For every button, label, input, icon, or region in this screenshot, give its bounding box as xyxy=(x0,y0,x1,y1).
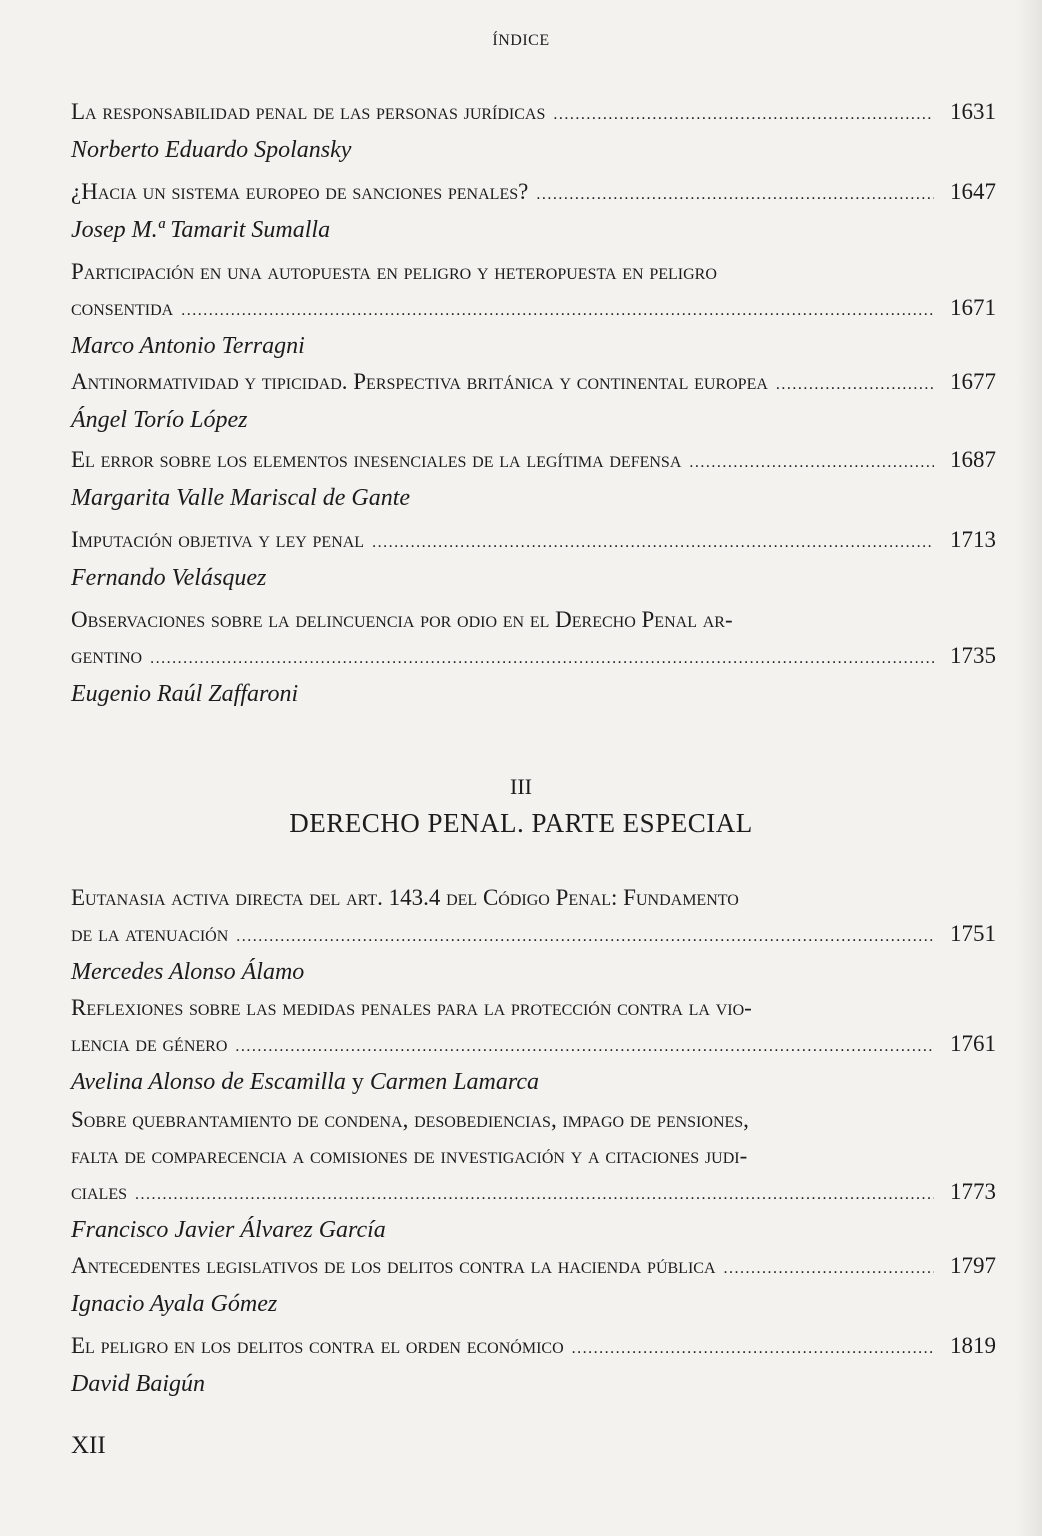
toc-entry[interactable] xyxy=(71,1248,996,1321)
leader-dots xyxy=(181,293,934,329)
page-number: 1751 xyxy=(950,921,996,946)
entry-title: Eutanasia activa directa del art. 143.4 del Código Penal: Fundamento xyxy=(71,885,739,910)
leader-dots xyxy=(776,367,934,403)
leader-dots xyxy=(536,177,934,213)
toc-entry[interactable] xyxy=(71,254,996,363)
toc-entry[interactable] xyxy=(71,602,996,711)
entry-author: Josep M.ª Tamarit Sumalla xyxy=(71,217,331,243)
page-folio: XII xyxy=(71,1432,106,1459)
entry-title-continuation: ciales xyxy=(71,1179,127,1204)
leader-dots xyxy=(572,1331,934,1367)
page-number: 1797 xyxy=(950,1253,996,1278)
entry-title: Sobre quebrantamiento de condena, desobediencias, impago de pensiones, xyxy=(71,1107,749,1132)
entry-title-line xyxy=(71,1138,996,1174)
entry-title-line xyxy=(71,1248,996,1287)
toc-entry[interactable] xyxy=(71,174,996,247)
entry-title-continuation: gentino xyxy=(71,643,143,668)
entry-author: Fernando Velásquez xyxy=(71,565,267,591)
entry-title-line xyxy=(71,602,996,638)
entry-author: David Baigún xyxy=(71,1371,205,1397)
entry-title-line xyxy=(71,1026,996,1065)
entry-title-line xyxy=(71,1174,996,1213)
page-number: 1773 xyxy=(950,1179,996,1204)
entry-title: Participación en una autopuesta en peligro y heteropuesta en peligro xyxy=(71,259,717,284)
page-number: 1677 xyxy=(950,369,996,394)
entry-title-continuation: consentida xyxy=(71,295,174,320)
entry-title: El error sobre los elementos inesenciales de la legítima defensa xyxy=(71,447,682,472)
entry-title-line xyxy=(71,174,996,213)
entry-title: La responsabilidad penal de las personas jurídicas xyxy=(71,99,546,124)
toc-entry[interactable] xyxy=(71,1328,996,1401)
toc-entry[interactable] xyxy=(71,990,996,1099)
entry-title-line xyxy=(71,364,996,403)
leader-dots xyxy=(150,641,934,677)
entry-author: Ignacio Ayala Gómez xyxy=(71,1291,278,1317)
page-number: 1735 xyxy=(950,643,996,668)
entry-author: Mercedes Alonso Álamo xyxy=(71,959,305,985)
entry-title-line xyxy=(71,990,996,1026)
running-header: ÍNDICE xyxy=(492,32,550,49)
entry-title-line xyxy=(71,916,996,955)
leader-dots xyxy=(236,919,934,955)
author-name: Carmen Lamarca xyxy=(369,1069,539,1095)
entry-author: Ángel Torío López xyxy=(71,407,248,433)
toc-entry[interactable] xyxy=(71,94,996,167)
page-number: 1687 xyxy=(950,447,996,472)
entry-title-line xyxy=(71,880,996,916)
page-edge-shadow xyxy=(1016,0,1042,1536)
entry-title-line xyxy=(71,254,996,290)
entry-title-continuation: falta de comparecencia a comisiones de investigación y a citaciones judi- xyxy=(71,1143,748,1168)
toc-entry[interactable] xyxy=(71,364,996,437)
entry-title-line xyxy=(71,442,996,481)
page-number: 1819 xyxy=(950,1333,996,1358)
entry-title: El peligro en los delitos contra el orden económico xyxy=(71,1333,564,1358)
entry-title-line xyxy=(71,522,996,561)
entry-author: Norberto Eduardo Spolansky xyxy=(71,137,352,163)
toc-entry[interactable] xyxy=(71,442,996,515)
leader-dots xyxy=(553,97,934,133)
entry-title: Antecedentes legislativos de los delitos contra la hacienda pública xyxy=(71,1253,716,1278)
entry-title-line xyxy=(71,94,996,133)
entry-author: Francisco Javier Álvarez García xyxy=(71,1217,386,1243)
entry-title-line xyxy=(71,290,996,329)
author-name: Avelina Alonso de Escamilla xyxy=(71,1069,346,1095)
leader-dots xyxy=(135,1177,934,1213)
leader-dots xyxy=(689,445,934,481)
entry-title: Observaciones sobre la delincuencia por odio en el Derecho Penal ar- xyxy=(71,607,733,632)
leader-dots xyxy=(372,525,934,561)
page-number: 1647 xyxy=(950,179,996,204)
leader-dots xyxy=(724,1251,934,1287)
entry-title-line xyxy=(71,1328,996,1367)
page-number: 1671 xyxy=(950,295,996,320)
page-number: 1631 xyxy=(950,99,996,124)
toc-entry[interactable] xyxy=(71,880,996,989)
entry-title: Antinormatividad y tipicidad. Perspectiva británica y continental europea xyxy=(71,369,768,394)
entry-title-line xyxy=(71,1102,996,1138)
author-conjunction: y xyxy=(351,1069,364,1095)
section-number: III xyxy=(510,774,532,799)
leader-dots xyxy=(235,1029,934,1065)
entry-title: Reflexiones sobre las medidas penales para la protección contra la vio- xyxy=(71,995,752,1020)
page-number: 1713 xyxy=(950,527,996,552)
entry-title-line xyxy=(71,638,996,677)
entry-author: Marco Antonio Terragni xyxy=(71,333,305,359)
page-number: 1761 xyxy=(950,1031,996,1056)
entry-title-continuation: lencia de género xyxy=(71,1031,228,1056)
entry-title: Imputación objetiva y ley penal xyxy=(71,527,365,552)
entry-author: Margarita Valle Mariscal de Gante xyxy=(71,485,411,511)
entry-title: ¿Hacia un sistema europeo de sanciones penales? xyxy=(71,179,529,204)
entry-title-continuation: de la atenuación xyxy=(71,921,229,946)
toc-entry[interactable] xyxy=(71,522,996,595)
toc-entry[interactable] xyxy=(71,1102,996,1247)
entry-author: Eugenio Raúl Zaffaroni xyxy=(71,681,299,707)
entry-author xyxy=(71,1065,996,1099)
section-title: DERECHO PENAL. PARTE ESPECIAL xyxy=(289,808,753,838)
